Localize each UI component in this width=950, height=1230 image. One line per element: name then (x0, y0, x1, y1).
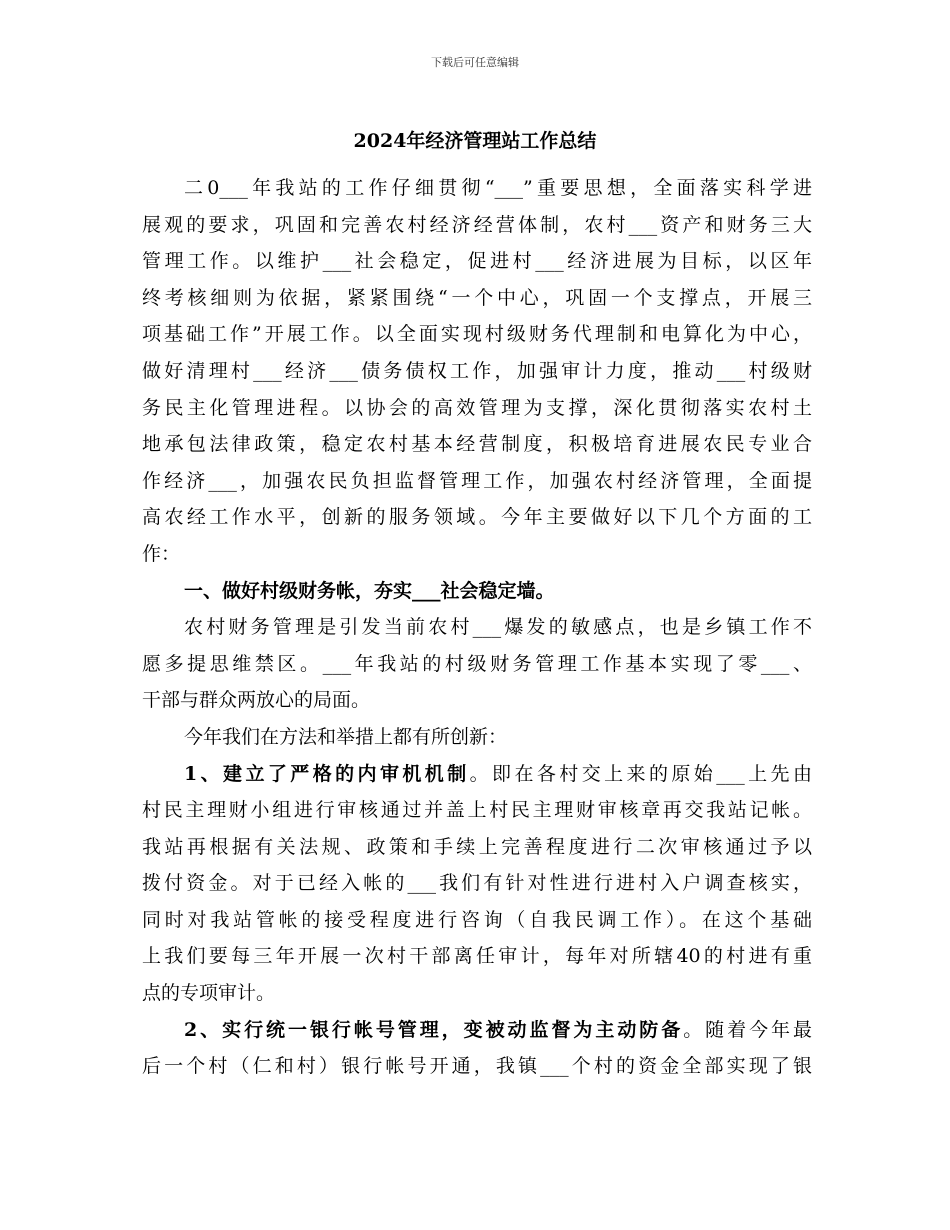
text-line: 点的专项审计。 (142, 982, 276, 1005)
text-line: 高农经工作水平，创新的服务领域。今年主要做好以下几个方面的工 (142, 506, 812, 529)
text-line: 二0___年我站的工作仔细贯彻“___”重要思想，全面落实科学进 (184, 177, 812, 199)
text-line: 作经济___，加强农民负担监督管理工作，加强农村经济管理，全面提 (142, 469, 812, 492)
text-line: 村民主理财小组进行审核通过并盖上村民主理财审核章再交我站记帐。 (142, 799, 812, 822)
paragraph-innovation (142, 719, 812, 756)
text-line: 展观的要求，巩固和完善农村经济经营体制，农村___资产和财务三大 (142, 213, 812, 236)
paragraph-intro (142, 170, 812, 573)
lead-text: 1、建立了严格的内审机机制 (184, 762, 470, 785)
paragraph-audit (142, 756, 812, 1012)
text-line: 今年我们在方法和举措上都有所创新： (184, 725, 508, 748)
lead-text: 2、实行统一银行帐号管理，变被动监督为主动防备 (184, 1018, 684, 1041)
text-line: 我站再根据有关法规、政策和手续上完善程度进行二次审核通过予以 (142, 835, 812, 858)
text-line (142, 756, 812, 793)
heading-text: 一、做好村级财务帐，夯实___社会稳定墙。 (184, 579, 555, 602)
text-line: 项基础工作”开展工作。以全面实现村级财务代理制和电算化为中心， (142, 323, 812, 346)
text-line: 作： (142, 542, 181, 565)
text-line: 终考核细则为依据，紧紧围绕“一个中心，巩固一个支撑点，开展三 (142, 286, 812, 309)
text-line: 后一个村（仁和村）银行帐号开通，我镇___个村的资金全部实现了银 (142, 1055, 812, 1078)
section-heading (142, 573, 812, 610)
text-line: 管理工作。以维护___社会稳定，促进村___经济进展为目标，以区年 (142, 250, 812, 273)
text-line: 同时对我站管帐的接受程度进行咨询（自我民调工作）。在这个基础 (142, 908, 812, 931)
lead-continuation: 。即在各村交上来的原始___上先由 (469, 762, 812, 785)
text-line: 农村财务管理是引发当前农村___爆发的敏感点，也是乡镇工作不 (184, 616, 812, 639)
paragraph-finance (142, 609, 812, 719)
text-line: 地承包法律政策，稳定农村基本经营制度，积极培育进展农民专业合 (142, 433, 812, 456)
text-line: 拨付资金。对于已经入帐的___我们有针对性进行进村入户调查核实， (142, 872, 812, 895)
text-line: 干部与群众两放心的局面。 (142, 689, 371, 712)
text-line: 做好清理村___经济___债务债权工作，加强审计力度，推动___村级财 (142, 359, 812, 382)
text-line: 上我们要每三年开展一次村干部离任审计，每年对所辖40的村进有重 (142, 945, 812, 968)
header-note: 下载后可任意编辑 (431, 56, 519, 69)
text-line (142, 1012, 812, 1049)
paragraph-bank-account (142, 1012, 812, 1085)
lead-continuation: 。随着今年最 (683, 1018, 812, 1041)
page-title: 2024年经济管理站工作总结 (353, 130, 597, 152)
text-line: 务民主化管理进程。以协会的高效管理为支撑，深化贯彻落实农村土 (142, 396, 812, 419)
document-body (142, 170, 812, 1085)
text-line: 愿多提思维禁区。___年我站的村级财务管理工作基本实现了零___、 (142, 652, 812, 675)
